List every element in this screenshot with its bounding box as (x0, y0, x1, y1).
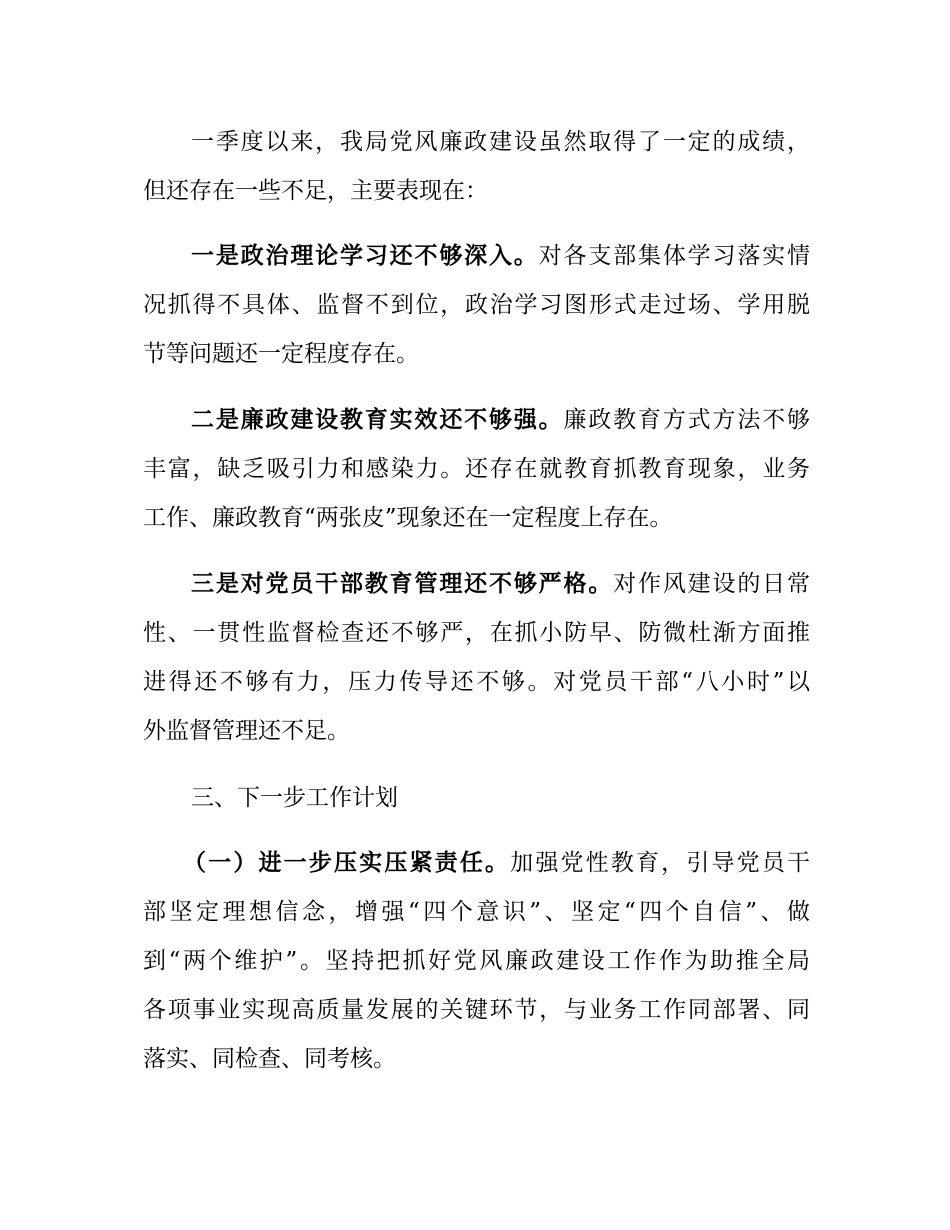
paragraph-1-line-2: 但还存在一些不足，主要表现在： (143, 178, 488, 204)
paragraph-5-line-4: 各项事业实现高质量发展的关键环节，与业务工作同部署、同 (143, 997, 810, 1023)
paragraph-4-line-1 (191, 573, 810, 596)
paragraph-5-heading: （一）进一步压实压紧责任。 (183, 850, 511, 876)
paragraph-3-line-2: 丰富，缺乏吸引力和感染力。还存在就教育抓教育现象，业务 (143, 456, 810, 482)
paragraph-1-line-1: 一季度以来，我局党风廉政建设虽然取得了一定的成绩， (191, 129, 810, 155)
paragraph-5-line-1 (183, 852, 810, 875)
paragraph-2-line-3: 节等问题还一定程度存在。 (143, 341, 419, 367)
paragraph-5-line-5: 落实、同检查、同考核。 (143, 1046, 396, 1072)
paragraph-3-heading: 二是廉政建设教育实效还不够强。 (191, 407, 564, 433)
paragraph-2-heading: 一是政治理论学习还不够深入。 (191, 243, 539, 269)
section-heading: 三、下一步工作计划 (191, 785, 398, 811)
paragraph-4-heading: 三是对党员干部教育管理还不够严格。 (191, 571, 614, 597)
paragraph-3-line-1 (191, 409, 810, 432)
paragraph-4-line-2: 性、一贯性监督检查还不够严，在抓小防早、防微杜渐方面推 (143, 620, 810, 646)
paragraph-2-line-2: 况抓得不具体、监督不到位，政治学习图形式走过场、学用脱 (143, 292, 810, 318)
paragraph-4-line-1-text: 对作风建设的日常 (613, 571, 811, 597)
paragraph-4-line-4: 外监督管理还不足。 (143, 718, 350, 744)
paragraph-2-line-1-text: 对各支部集体学习落实情 (538, 243, 811, 269)
paragraph-2-line-1 (191, 245, 810, 268)
paragraph-5-line-2: 部坚定理想信念，增强“四个意识”、坚定“四个自信”、做 (143, 899, 810, 925)
paragraph-5-line-3: 到“两个维护”。坚持把抓好党风廉政建设工作作为助推全局 (143, 948, 810, 974)
paragraph-3-line-1-text: 廉政教育方式方法不够 (563, 407, 811, 433)
paragraph-5-line-1-text: 加强党性教育，引导党员干 (510, 850, 811, 876)
paragraph-4-line-3: 进得还不够有力，压力传导还不够。对党员干部“八小时”以 (143, 669, 810, 695)
paragraph-3-line-3: 工作、廉政教育“两张皮”现象还在一定程度上存在。 (143, 505, 673, 531)
